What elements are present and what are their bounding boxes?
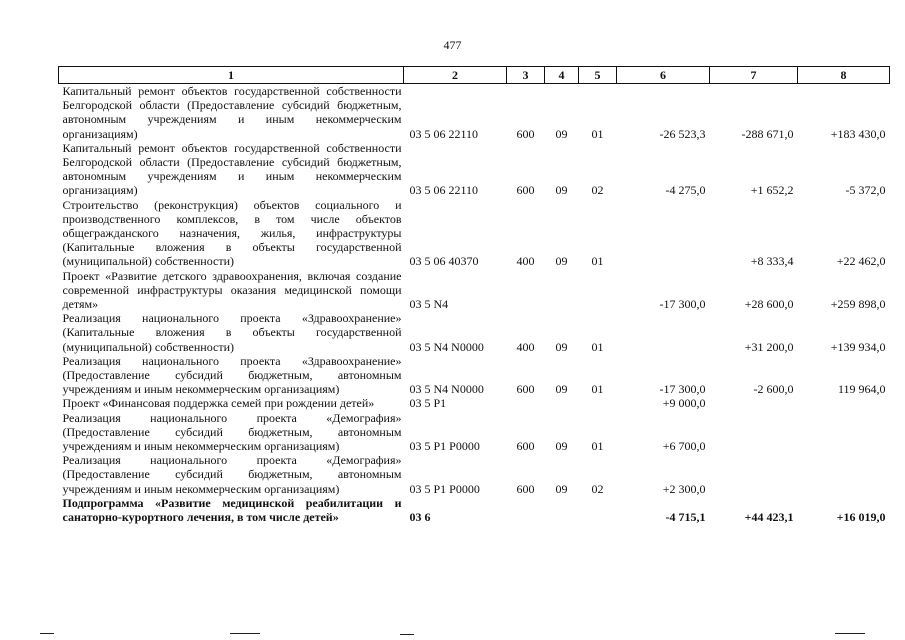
row-description: Проект «Развитие детского здравоохранения, включая создание современной инфраструктуры оказания медицинской помощи детям»: [62, 268, 402, 312]
row-code: 03 5 P1 P0000: [409, 439, 480, 454]
row-col-3: 400: [516, 339, 535, 354]
row-col-6: -17 300,0: [659, 382, 706, 397]
row-code: 03 6: [409, 510, 431, 525]
row-col-8: -5 372,0: [845, 183, 886, 198]
page-number: 477: [443, 38, 462, 52]
row-code: 03 5 P1: [409, 396, 447, 411]
scan-artifact: [835, 633, 865, 634]
row-col-4: 09: [555, 481, 568, 496]
row-col-8: [798, 396, 890, 410]
row-description: Проект «Финансовая поддержка семей при рождении детей»: [62, 396, 375, 411]
table-row: [59, 396, 890, 410]
row-code: 03 5 P1 P0000: [409, 481, 480, 496]
table-row: [59, 496, 890, 524]
row-col-7: -2 600,0: [753, 382, 794, 397]
row-col-8: [798, 411, 890, 454]
row-code: 03 5 N4 N0000: [409, 382, 484, 397]
row-col-4: 09: [555, 254, 568, 269]
row-col-6: [617, 198, 710, 269]
header-col-4: 4: [545, 67, 579, 84]
row-col-6: +6 700,0: [662, 439, 706, 454]
row-col-8: +16 019,0: [836, 510, 886, 525]
row-col-6: [617, 311, 710, 354]
row-col-4: [545, 269, 579, 312]
row-description: Капитальный ремонт объектов государственной собственности Белгородской области (Предоставление субсидий бюджетным, автономным учреждениям и иным некоммерческим организациям): [62, 140, 402, 198]
header-col-1: 1: [59, 67, 404, 84]
row-col-4: [545, 396, 579, 410]
row-col-8: [798, 453, 890, 496]
table-row: [59, 354, 890, 397]
row-col-4: 09: [555, 439, 568, 454]
table-row: [59, 453, 890, 496]
row-col-5: 01: [591, 439, 604, 454]
row-description: Реализация национального проекта «Демография» (Предоставление субсидий бюджетным, автономным учреждениям и иным некоммерческим организациям): [62, 410, 402, 454]
scan-artifact: [230, 633, 260, 634]
row-col-3: 600: [516, 481, 535, 496]
row-col-4: 09: [555, 382, 568, 397]
row-col-3: 400: [516, 254, 535, 269]
row-col-7: +1 652,2: [750, 183, 794, 198]
row-col-3: 600: [516, 183, 535, 198]
row-col-5: 01: [591, 126, 604, 141]
row-col-7: +31 200,0: [744, 339, 794, 354]
row-col-6: -4 715,1: [665, 510, 706, 525]
row-col-7: [710, 396, 798, 410]
row-col-3: 600: [516, 439, 535, 454]
row-col-5: [579, 269, 617, 312]
row-col-6: -4 275,0: [665, 183, 706, 198]
row-col-8: +183 430,0: [830, 126, 886, 141]
header-col-5: 5: [579, 67, 617, 84]
row-description: Капитальный ремонт объектов государственной собственности Белгородской области (Предоставление субсидий бюджетным, автономным учреждениям и иным некоммерческим организациям): [62, 84, 402, 141]
row-col-6: -26 523,3: [659, 126, 706, 141]
table-row: [59, 198, 890, 269]
header-col-8: 8: [798, 67, 890, 84]
row-col-6: +2 300,0: [662, 481, 706, 496]
row-col-8: +139 934,0: [830, 339, 886, 354]
row-col-7: [710, 453, 798, 496]
row-col-8: +22 462,0: [836, 254, 886, 269]
table-row: [59, 84, 890, 141]
scan-artifact: [40, 633, 54, 634]
row-col-7: -288 671,0: [741, 126, 794, 141]
row-col-5: 01: [591, 382, 604, 397]
row-col-3: 600: [516, 126, 535, 141]
row-col-6: -17 300,0: [659, 297, 706, 312]
row-col-5: 02: [591, 481, 604, 496]
row-col-6: +9 000,0: [662, 396, 706, 411]
table-row: [59, 311, 890, 354]
row-code: 03 5 N4: [409, 297, 449, 312]
row-code: 03 5 06 40370: [409, 254, 479, 269]
row-col-3: [507, 496, 545, 524]
table-header-row: [59, 67, 890, 84]
row-description: Подпрограмма «Развитие медицинской реабилитации и санаторно-курортного лечения, в том числе детей»: [62, 495, 402, 525]
row-description: Строительство (реконструкция) объектов социального и производственного комплексов, в том числе объектов общегражданского назначения, жилья, инфраструктуры (Капитальные вложения в объекты государственной (муниципальной) собственности): [62, 197, 402, 269]
table-row: [59, 141, 890, 198]
row-col-7: +8 333,4: [750, 254, 794, 269]
row-col-4: [545, 496, 579, 524]
scan-artifact: [400, 634, 414, 635]
row-col-7: +44 423,1: [744, 510, 794, 525]
row-col-3: 600: [516, 382, 535, 397]
budget-table: [58, 66, 890, 524]
row-col-3: [507, 396, 545, 410]
row-description: Реализация национального проекта «Здравоохранение» (Капитальные вложения в объекты государственной (муниципальной) собственности): [62, 311, 402, 354]
row-col-3: [507, 269, 545, 312]
table-row: [59, 269, 890, 312]
row-col-5: 02: [591, 183, 604, 198]
header-col-7: 7: [710, 67, 798, 84]
row-col-5: [579, 396, 617, 410]
row-code: 03 5 N4 N0000: [409, 339, 484, 354]
header-col-2: 2: [404, 67, 507, 84]
row-description: Реализация национального проекта «Демография» (Предоставление субсидий бюджетным, автономным учреждениям и иным некоммерческим организациям): [62, 453, 402, 496]
row-col-5: 01: [591, 339, 604, 354]
row-col-5: [579, 496, 617, 524]
row-col-5: 01: [591, 254, 604, 269]
row-description: Реализация национального проекта «Здравоохранение» (Предоставление субсидий бюджетным, автономным учреждениям и иным некоммерческим организациям): [62, 353, 402, 397]
header-col-3: 3: [507, 67, 545, 84]
row-code: 03 5 06 22110: [409, 126, 479, 141]
row-code: 03 5 06 22110: [409, 183, 479, 198]
row-col-7: +28 600,0: [744, 297, 794, 312]
row-col-8: +259 898,0: [830, 297, 886, 312]
row-col-7: [710, 411, 798, 454]
row-col-8: 119 964,0: [837, 382, 886, 397]
header-col-6: 6: [617, 67, 710, 84]
row-col-4: 09: [555, 183, 568, 198]
row-col-4: 09: [555, 339, 568, 354]
row-col-4: 09: [555, 126, 568, 141]
table-row: [59, 411, 890, 454]
table-body: [59, 84, 890, 525]
